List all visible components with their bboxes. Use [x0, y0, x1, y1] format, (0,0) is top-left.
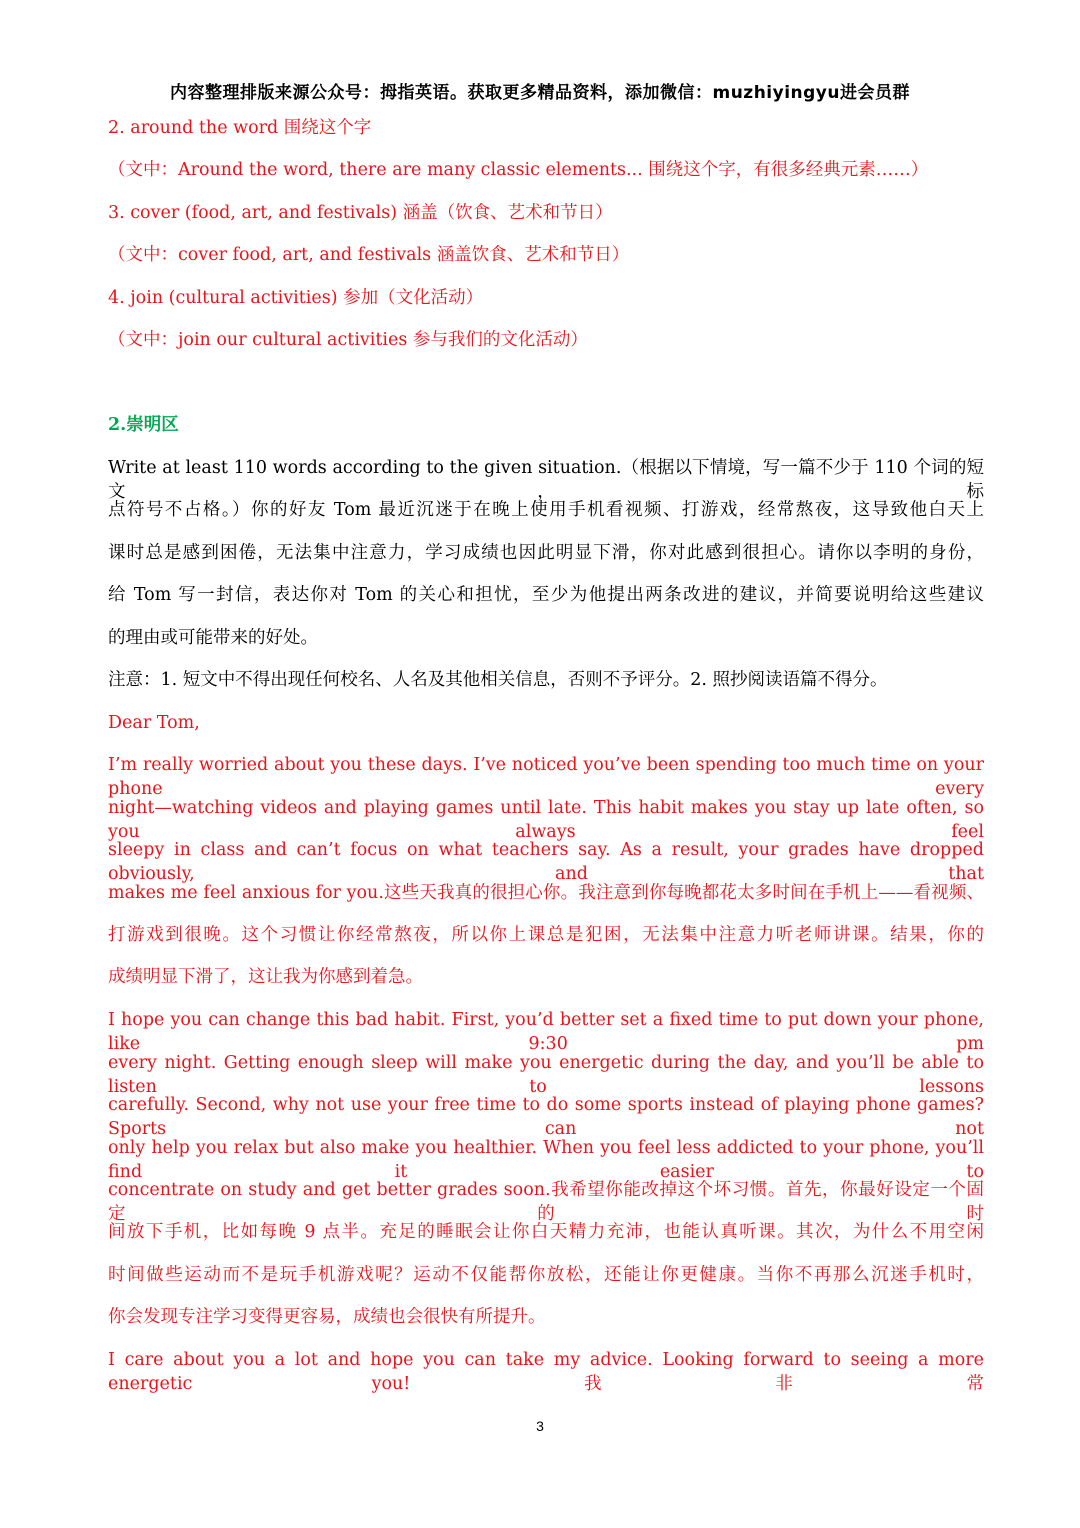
letter-line: concentrate on study and get better grades soon.我希望你能改掉这个坏习惯。首先，你最好设定一个固定的时	[108, 1180, 984, 1224]
vocab-example-4: （文中：join our cultural activities 参与我们的文化活动）	[108, 330, 588, 350]
letter-line: only help you relax but also make you healthier. When you feel less addicted to your phone, you’ll find it easier to	[108, 1138, 984, 1182]
letter-line: 成绩明显下滑了，这让我为你感到着急。	[108, 967, 423, 987]
prompt-line: 课时总是感到困倦，无法集中注意力，学习成绩也因此明显下滑，你对此感到很担心。请你以李明的身份，	[108, 543, 984, 563]
letter-line: every night. Getting enough sleep will make you energetic during the day, and you’ll be able to listen to lessons	[108, 1053, 984, 1097]
letter-line: 间放下手机，比如每晚 9 点半。充足的睡眠会让你白天精力充沛，也能认真听课。其次，为什么不用空闲	[108, 1222, 984, 1242]
letter-line: night—watching videos and playing games until late. This habit makes you stay up late often, so you always feel	[108, 798, 984, 842]
vocab-item-4: 4. join (cultural activities) 参加（文化活动）	[108, 288, 484, 308]
note-line: 注意：1. 短文中不得出现任何校名、人名及其他相关信息，否则不予评分。2. 照抄阅读语篇不得分。	[108, 670, 888, 690]
vocab-example-2: （文中：Around the word, there are many classic elements... 围绕这个字，有很多经典元素……）	[108, 160, 929, 180]
letter-salutation: Dear Tom,	[108, 713, 200, 733]
letter-line: 打游戏到很晚。这个习惯让你经常熬夜，所以你上课总是犯困，无法集中注意力听老师讲课。结果，你的	[108, 925, 984, 945]
prompt-line: 给 Tom 写一封信，表达你对 Tom 的关心和担忧，至少为他提出两条改进的建议，并简要说明给这些建议	[108, 585, 984, 605]
vocab-item-3: 3. cover (food, art, and festivals) 涵盖（饮食、艺术和节日）	[108, 203, 613, 223]
letter-line: makes me feel anxious for you.这些天我真的很担心你。我注意到你每晚都花太多时间在手机上——看视频、	[108, 883, 984, 903]
prompt-line: 的理由或可能带来的好处。	[108, 628, 318, 648]
letter-line: carefully. Second, why not use your free time to do some sports instead of playing phone games? Sports can not	[108, 1095, 984, 1139]
prompt-line: Write at least 110 words according to the given situation.（根据以下情境，写一篇不少于 110 个词的短文，标	[108, 458, 984, 502]
prompt-line: 点符号不占格。）你的好友 Tom 最近沉迷于在晚上使用手机看视频、打游戏，经常熬夜，这导致他白天上	[108, 500, 984, 520]
letter-line: sleepy in class and can’t focus on what teachers say. As a result, your grades have dropped obviously, and that	[108, 840, 984, 884]
vocab-item-2: 2. around the word 围绕这个字	[108, 118, 372, 138]
vocab-example-3: （文中：cover food, art, and festivals 涵盖饮食、艺术和节日）	[108, 245, 630, 265]
letter-line: 你会发现专注学习变得更容易，成绩也会很快有所提升。	[108, 1307, 546, 1327]
page-header: 内容整理排版来源公众号：拇指英语。获取更多精品资料，添加微信：muzhiyingyu进会员群	[169, 83, 910, 103]
letter-line: I’m really worried about you these days. I’ve noticed you’ve been spending too much time on your phone every	[108, 755, 984, 799]
letter-line: I care about you a lot and hope you can take my advice. Looking forward to seeing a more energetic you!我非常	[108, 1350, 984, 1394]
page-number: 3	[536, 1418, 544, 1434]
letter-line: I hope you can change this bad habit. First, you’d better set a fixed time to put down your phone, like 9:30 pm	[108, 1010, 984, 1054]
letter-line: 时间做些运动而不是玩手机游戏呢？运动不仅能帮你放松，还能让你更健康。当你不再那么沉迷手机时，	[108, 1265, 984, 1285]
section-title: 2.崇明区	[108, 415, 179, 435]
